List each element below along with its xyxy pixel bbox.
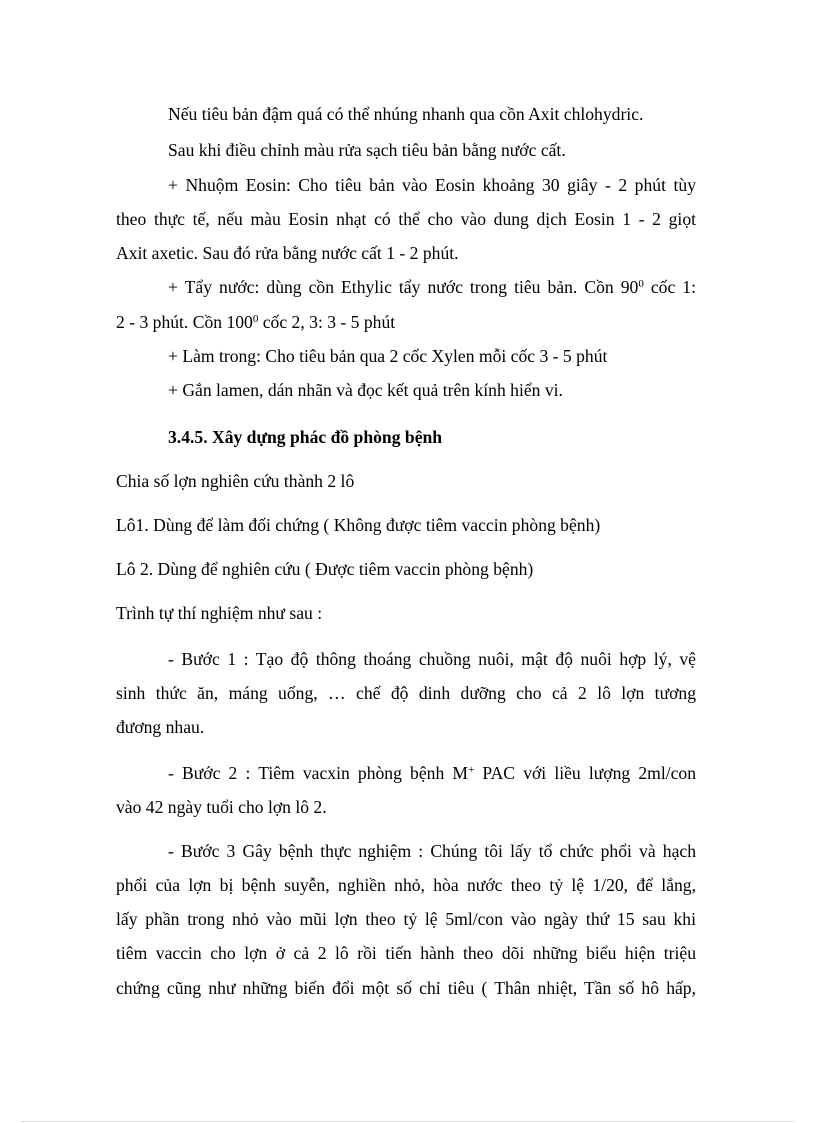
- text-line: vào 42 ngày tuổi cho lợn lô 2.: [116, 797, 327, 817]
- text-run: + Tẩy nước: dùng cồn Ethylic tẩy nước trong tiêu bản. Cồn 90: [168, 277, 639, 297]
- text-line: Chia số lợn nghiên cứu thành 2 lô: [116, 471, 355, 491]
- text-line: Lô 2. Dùng để nghiên cứu ( Được tiêm vaccin phòng bệnh): [116, 559, 534, 579]
- text-line: sinh thức ăn, máng uống, … chế độ dinh dưỡng cho cả 2 lô lợn tương: [116, 683, 696, 703]
- text-line: [116, 311, 395, 333]
- text-run: cốc 1:: [643, 277, 696, 297]
- text-line: + Gắn lamen, dán nhãn và đọc kết quả trên kính hiển vi.: [168, 380, 563, 400]
- text-line: Nếu tiêu bản đậm quá có thể nhúng nhanh qua cồn Axit chlohydric.: [168, 104, 644, 124]
- text-line: Trình tự thí nghiệm như sau :: [116, 603, 323, 623]
- text-line: theo thực tế, nếu màu Eosin nhạt có thể cho vào dung dịch Eosin 1 - 2 giọt: [116, 209, 696, 229]
- page-bottom-divider: [22, 1121, 794, 1122]
- text-run: cốc 2, 3: 3 - 5 phút: [258, 312, 396, 332]
- text-run: - Bước 2 : Tiêm vacxin phòng bệnh M: [168, 763, 469, 783]
- section-heading: 3.4.5. Xây dựng phác đồ phòng bệnh: [168, 427, 443, 447]
- superscript: +: [468, 764, 475, 776]
- text-line: + Nhuộm Eosin: Cho tiêu bản vào Eosin khoảng 30 giây - 2 phút tùy: [168, 175, 696, 195]
- text-run: 2 - 3 phút. Cồn 100: [116, 312, 253, 332]
- text-line: Sau khi điều chỉnh màu rửa sạch tiêu bản bằng nước cất.: [168, 140, 566, 160]
- text-line: phổi của lợn bị bệnh suyễn, nghiền nhỏ, hòa nước theo tỷ lệ 1/20, để lắng,: [116, 875, 696, 895]
- text-line: lấy phần trong nhỏ vào mũi lợn theo tỷ lệ 5ml/con vào ngày thứ 15 sau khi: [116, 909, 696, 929]
- degree-superscript: 0: [252, 313, 259, 325]
- text-line: + Làm trong: Cho tiêu bản qua 2 cốc Xylen mỗi cốc 3 - 5 phút: [168, 346, 608, 366]
- text-line: - Bước 3 Gây bệnh thực nghiệm : Chúng tôi lấy tổ chức phổi và hạch: [168, 841, 696, 861]
- text-line: chứng cũng như những biến đổi một số chỉ tiêu ( Thân nhiệt, Tần số hô hấp,: [116, 978, 696, 998]
- degree-superscript: 0: [638, 278, 644, 290]
- text-line: Axit axetic. Sau đó rửa bằng nước cất 1 - 2 phút.: [116, 243, 459, 263]
- text-line: [168, 762, 696, 784]
- text-line: tiêm vaccin cho lợn ở cả 2 lô rồi tiến hành theo dõi những biểu hiện triệu: [116, 943, 696, 963]
- text-run: PAC với liều lượng 2ml/con: [474, 763, 696, 783]
- text-line: đương nhau.: [116, 717, 205, 737]
- text-line: Lô1. Dùng để làm đối chứng ( Không được tiêm vaccin phòng bệnh): [116, 515, 601, 535]
- text-line: - Bước 1 : Tạo độ thông thoáng chuồng nuôi, mật độ nuôi hợp lý, vệ: [168, 649, 696, 669]
- text-line: [168, 276, 696, 298]
